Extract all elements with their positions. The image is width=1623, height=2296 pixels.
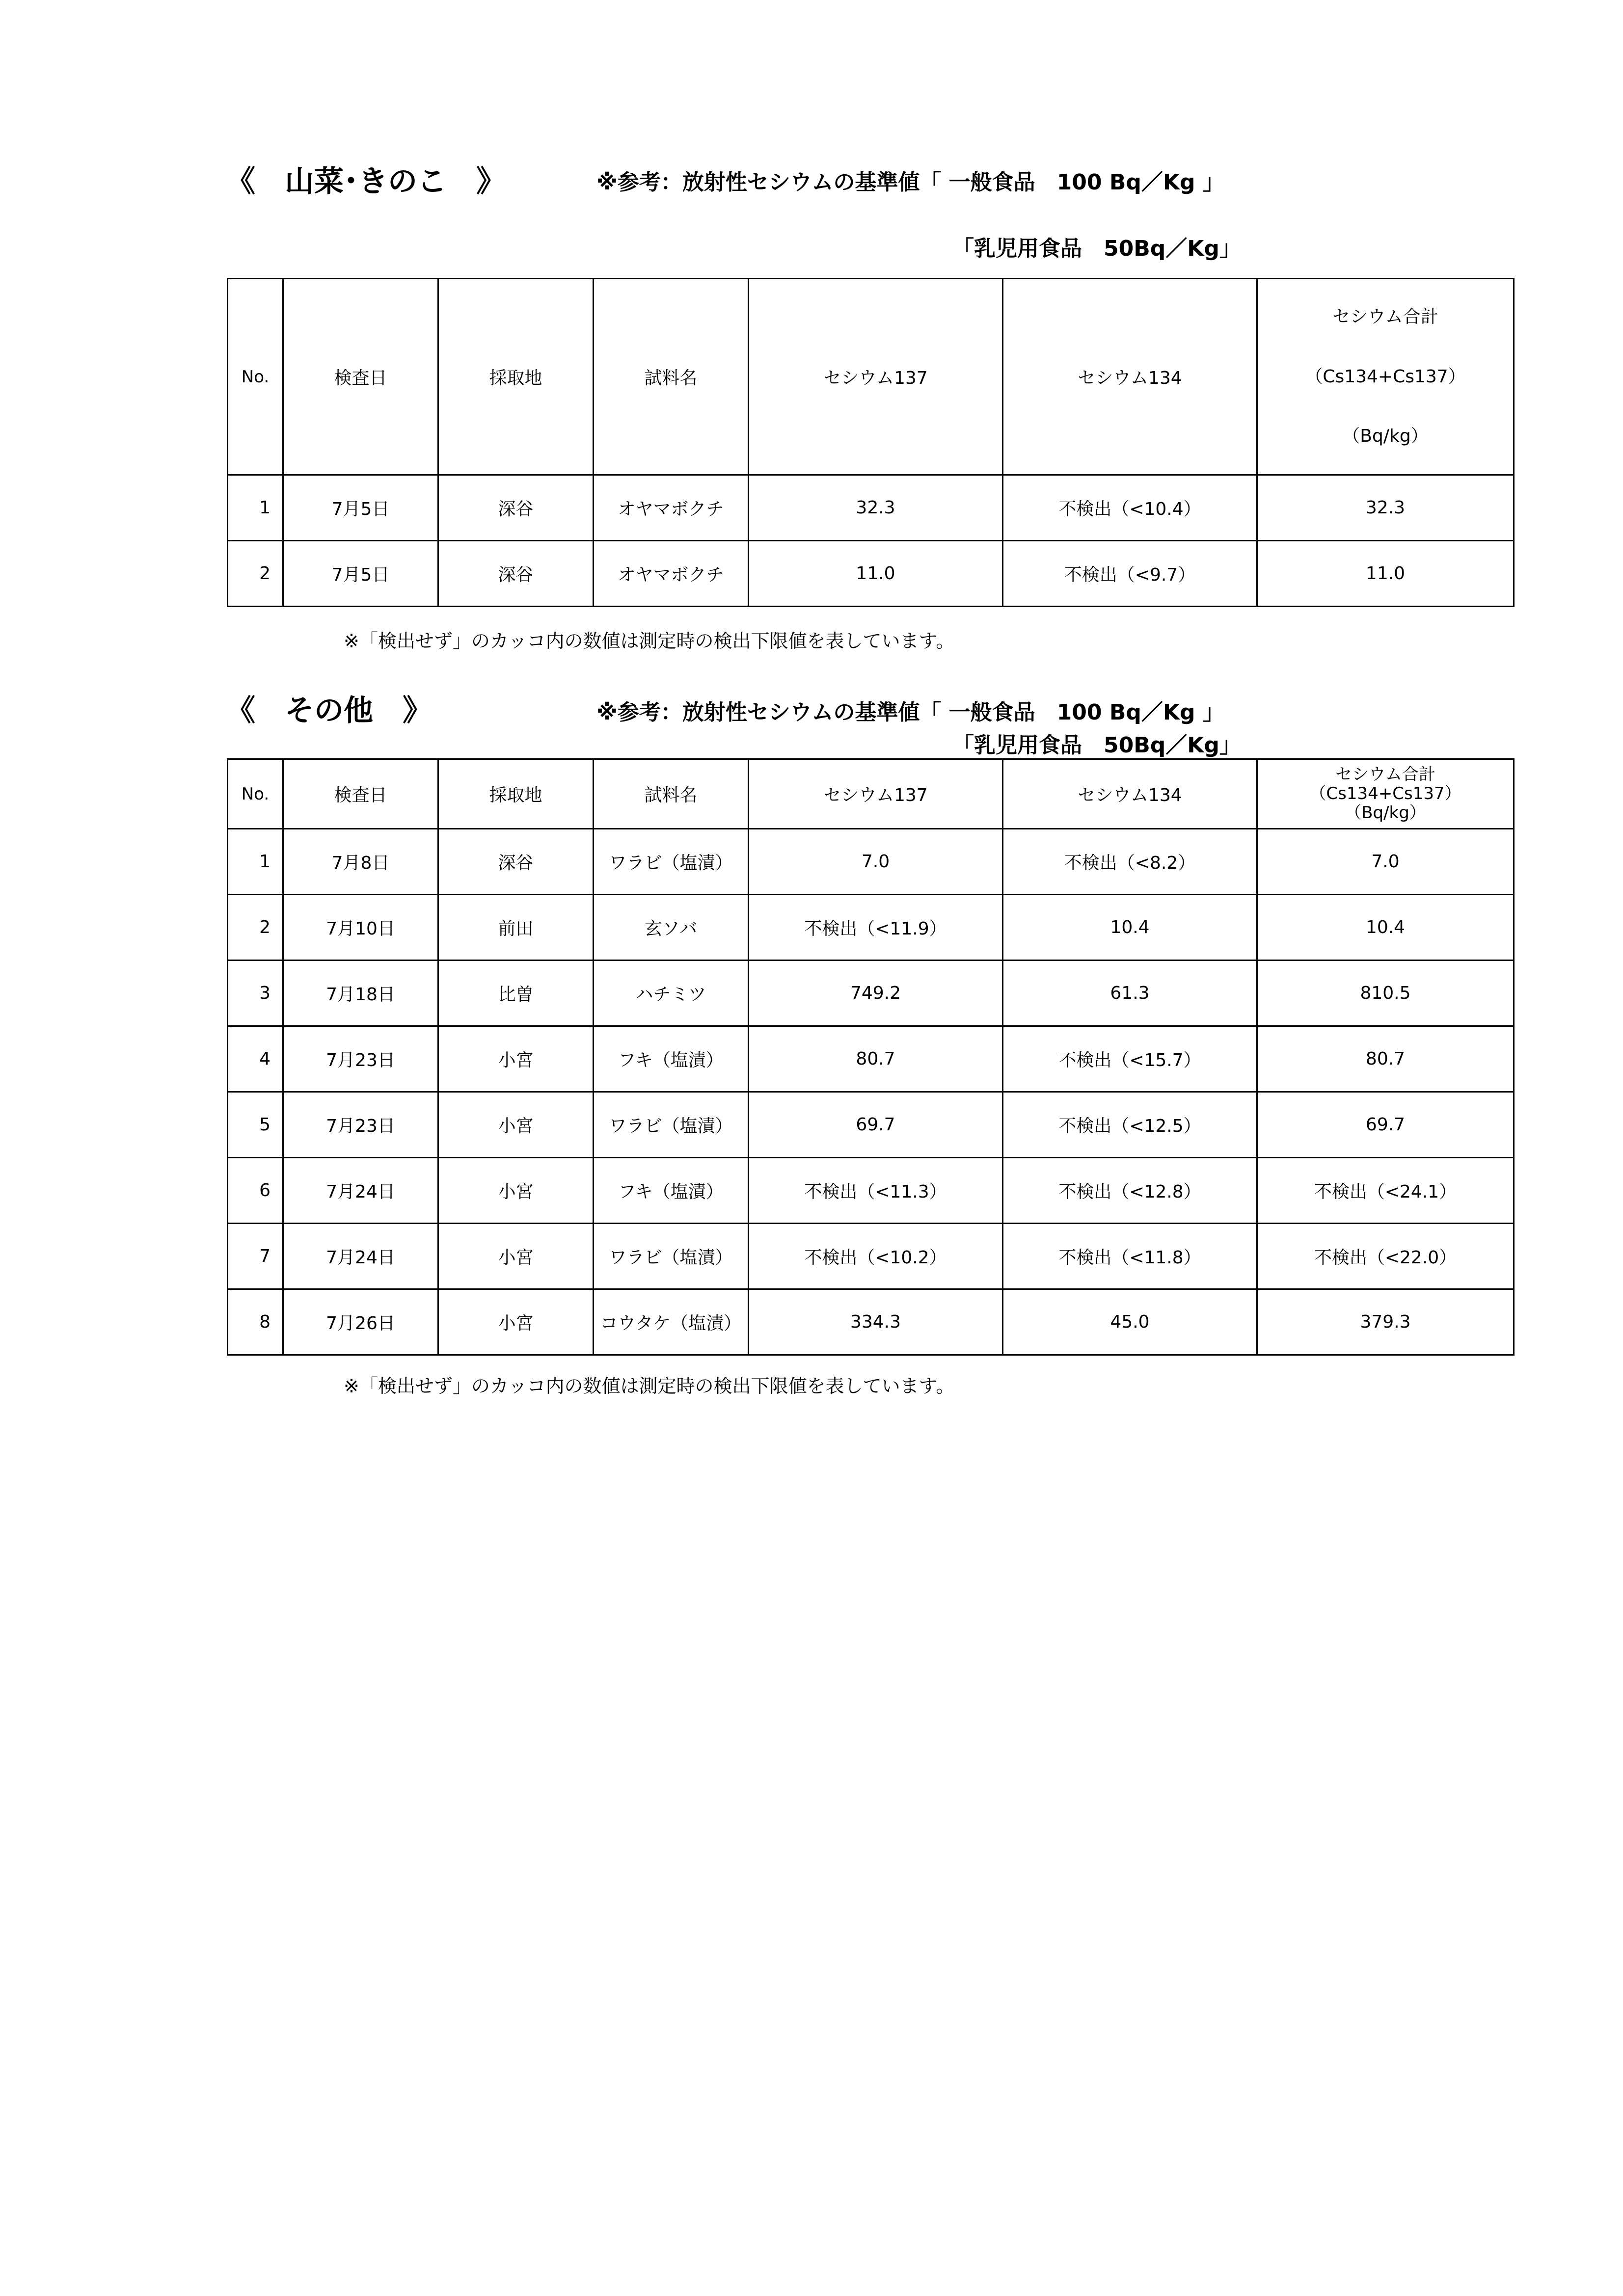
cell-sum: 10.4 bbox=[1257, 895, 1514, 961]
cell-cs137: 不検出（<11.3） bbox=[749, 1158, 1003, 1224]
cell-no: 7 bbox=[228, 1224, 283, 1289]
cell-sample: 玄ソバ bbox=[594, 895, 749, 961]
table-row bbox=[228, 1026, 1514, 1092]
section1-table bbox=[227, 278, 1515, 607]
cell-sample: オヤマボクチ bbox=[594, 475, 749, 541]
cell-date: 7月8日 bbox=[283, 829, 438, 895]
cell-cs134: 45.0 bbox=[1003, 1289, 1257, 1355]
table-row bbox=[228, 1092, 1514, 1158]
header-cs137: セシウム137 bbox=[749, 279, 1003, 475]
cell-sample: ワラビ（塩漬） bbox=[594, 1092, 749, 1158]
cell-sum: 69.7 bbox=[1257, 1092, 1514, 1158]
cell-sum: 32.3 bbox=[1257, 475, 1514, 541]
header-sum-line3: （Bq/kg） bbox=[1345, 803, 1426, 823]
cell-no: 1 bbox=[228, 475, 283, 541]
section2-reference-infant: 「乳児用食品 50Bq／Kg」 bbox=[952, 733, 1241, 758]
cell-date: 7月18日 bbox=[283, 961, 438, 1026]
cell-sample: フキ（塩漬） bbox=[594, 1158, 749, 1224]
cell-cs137: 69.7 bbox=[749, 1092, 1003, 1158]
cell-sample: ワラビ（塩漬） bbox=[594, 829, 749, 895]
cell-cs134: 10.4 bbox=[1003, 895, 1257, 961]
cell-sample: オヤマボクチ bbox=[594, 541, 749, 607]
section2-header-row bbox=[228, 759, 1514, 829]
cell-cs137: 不検出（<11.9） bbox=[749, 895, 1003, 961]
header-sum-line1: セシウム合計 bbox=[1335, 764, 1435, 784]
cell-date: 7月24日 bbox=[283, 1158, 438, 1224]
header-sum bbox=[1257, 279, 1514, 475]
header-date: 検査日 bbox=[283, 759, 438, 829]
table-row bbox=[228, 541, 1514, 607]
cell-place: 小宮 bbox=[438, 1224, 594, 1289]
header-sum bbox=[1257, 759, 1514, 829]
header-no: No. bbox=[228, 759, 283, 829]
section2-reference-general: ※参考：放射性セシウムの基準値「 一般食品 100 Bq／Kg 」 bbox=[596, 700, 1224, 725]
cell-date: 7月26日 bbox=[283, 1289, 438, 1355]
header-sample: 試料名 bbox=[594, 279, 749, 475]
table-row bbox=[228, 961, 1514, 1026]
header-cs137: セシウム137 bbox=[749, 759, 1003, 829]
cell-cs134: 不検出（<15.7） bbox=[1003, 1026, 1257, 1092]
cell-place: 比曽 bbox=[438, 961, 594, 1026]
cell-no: 2 bbox=[228, 541, 283, 607]
cell-cs134: 61.3 bbox=[1003, 961, 1257, 1026]
cell-date: 7月5日 bbox=[283, 475, 438, 541]
cell-date: 7月5日 bbox=[283, 541, 438, 607]
cell-cs134: 不検出（<12.5） bbox=[1003, 1092, 1257, 1158]
cell-cs137: 334.3 bbox=[749, 1289, 1003, 1355]
cell-cs134: 不検出（<12.8） bbox=[1003, 1158, 1257, 1224]
header-cs134: セシウム134 bbox=[1003, 759, 1257, 829]
cell-sum: 80.7 bbox=[1257, 1026, 1514, 1092]
cell-no: 3 bbox=[228, 961, 283, 1026]
cell-sum: 11.0 bbox=[1257, 541, 1514, 607]
header-sum-line3: （Bq/kg） bbox=[1342, 426, 1429, 447]
cell-no: 2 bbox=[228, 895, 283, 961]
cell-no: 6 bbox=[228, 1158, 283, 1224]
section1-title: 《 山菜･きのこ 》 bbox=[226, 164, 506, 199]
cell-sum: 不検出（<22.0） bbox=[1257, 1224, 1514, 1289]
cell-sample: ワラビ（塩漬） bbox=[594, 1224, 749, 1289]
cell-date: 7月10日 bbox=[283, 895, 438, 961]
header-no: No. bbox=[228, 279, 283, 475]
cell-sum: 不検出（<24.1） bbox=[1257, 1158, 1514, 1224]
cell-place: 小宮 bbox=[438, 1289, 594, 1355]
header-sum-line1: セシウム合計 bbox=[1332, 307, 1438, 327]
table-row bbox=[228, 475, 1514, 541]
cell-cs137: 7.0 bbox=[749, 829, 1003, 895]
cell-no: 4 bbox=[228, 1026, 283, 1092]
section2-table bbox=[227, 758, 1515, 1356]
cell-cs134: 不検出（<10.4） bbox=[1003, 475, 1257, 541]
header-cs134: セシウム134 bbox=[1003, 279, 1257, 475]
cell-cs137: 不検出（<10.2） bbox=[749, 1224, 1003, 1289]
header-sum-line2: （Cs134+Cs137） bbox=[1309, 783, 1461, 803]
header-place: 採取地 bbox=[438, 759, 594, 829]
table-row bbox=[228, 1158, 1514, 1224]
table-row bbox=[228, 895, 1514, 961]
cell-place: 小宮 bbox=[438, 1092, 594, 1158]
table-row bbox=[228, 1224, 1514, 1289]
cell-cs134: 不検出（<8.2） bbox=[1003, 829, 1257, 895]
cell-place: 小宮 bbox=[438, 1026, 594, 1092]
cell-cs137: 749.2 bbox=[749, 961, 1003, 1026]
cell-no: 8 bbox=[228, 1289, 283, 1355]
table-row bbox=[228, 1289, 1514, 1355]
cell-date: 7月23日 bbox=[283, 1026, 438, 1092]
header-place: 採取地 bbox=[438, 279, 594, 475]
cell-cs137: 32.3 bbox=[749, 475, 1003, 541]
cell-cs134: 不検出（<9.7） bbox=[1003, 541, 1257, 607]
section1-footnote: ※「検出せず」のカッコ内の数値は測定時の検出下限値を表しています。 bbox=[344, 630, 955, 652]
cell-date: 7月24日 bbox=[283, 1224, 438, 1289]
header-sum-line2: （Cs134+Cs137） bbox=[1305, 366, 1466, 387]
cell-place: 前田 bbox=[438, 895, 594, 961]
table-row bbox=[228, 829, 1514, 895]
section2-title: 《 その他 》 bbox=[226, 694, 432, 728]
cell-cs134: 不検出（<11.8） bbox=[1003, 1224, 1257, 1289]
cell-cs137: 11.0 bbox=[749, 541, 1003, 607]
cell-sample: コウタケ（塩漬） bbox=[594, 1289, 749, 1355]
cell-place: 深谷 bbox=[438, 541, 594, 607]
header-date: 検査日 bbox=[283, 279, 438, 475]
cell-sum: 379.3 bbox=[1257, 1289, 1514, 1355]
cell-date: 7月23日 bbox=[283, 1092, 438, 1158]
cell-no: 1 bbox=[228, 829, 283, 895]
cell-sum: 810.5 bbox=[1257, 961, 1514, 1026]
cell-place: 小宮 bbox=[438, 1158, 594, 1224]
section1-header-row bbox=[228, 279, 1514, 475]
cell-sample: フキ（塩漬） bbox=[594, 1026, 749, 1092]
cell-cs137: 80.7 bbox=[749, 1026, 1003, 1092]
cell-place: 深谷 bbox=[438, 475, 594, 541]
cell-sample: ハチミツ bbox=[594, 961, 749, 1026]
section1-reference-infant: 「乳児用食品 50Bq／Kg」 bbox=[952, 236, 1241, 261]
section2-footnote: ※「検出せず」のカッコ内の数値は測定時の検出下限値を表しています。 bbox=[344, 1375, 955, 1397]
section1-reference-general: ※参考：放射性セシウムの基準値「 一般食品 100 Bq／Kg 」 bbox=[596, 170, 1224, 195]
cell-place: 深谷 bbox=[438, 829, 594, 895]
header-sample: 試料名 bbox=[594, 759, 749, 829]
cell-sum: 7.0 bbox=[1257, 829, 1514, 895]
cell-no: 5 bbox=[228, 1092, 283, 1158]
